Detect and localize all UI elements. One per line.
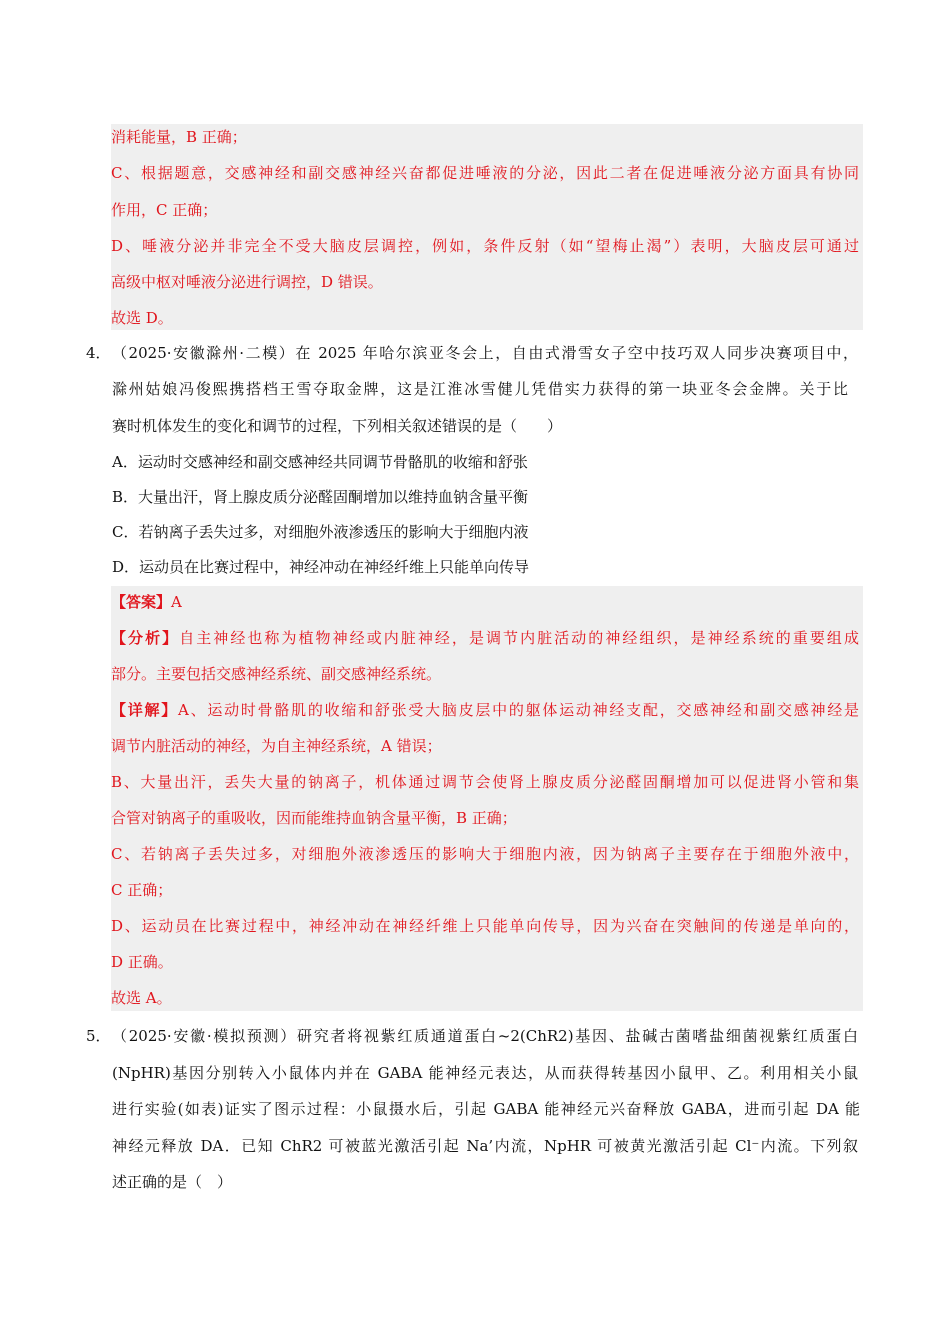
question-stem-line: （2025·安徽滁州·二模）在 2025 年哈尔滨亚冬会上，自由式滑雪女子空中技巧双人同步决赛项目中，	[112, 344, 858, 362]
explanation-line: 作用，C 正确；	[111, 201, 218, 219]
option-b: B．大量出汗，肾上腺皮质分泌醛固酮增加以维持血钠含量平衡	[112, 488, 529, 506]
detail-line: B、大量出汗，丢失大量的钠离子，机体通过调节会使肾上腺皮质分泌醛固酮增加可以促进肾小管和集	[111, 773, 859, 791]
answer-value: A	[171, 593, 182, 611]
detail-line: 【详解】A、运动时骨骼肌的收缩和舒张受大脑皮层中的躯体运动神经支配，交感神经和副交感神经是	[111, 701, 859, 719]
analysis-line: 【分析】自主神经也称为植物神经或内脏神经，是调节内脏活动的神经组织，是神经系统的重要组成	[111, 629, 859, 647]
option-c: C．若钠离子丢失过多，对细胞外液渗透压的影响大于细胞内液	[112, 523, 529, 541]
explanation-line: C、根据题意，交感神经和副交感神经兴奋都促进唾液的分泌，因此二者在促进唾液分泌方面具有协同	[111, 164, 859, 182]
detail-tag: 【详解】	[111, 701, 179, 719]
answer-line	[111, 592, 182, 612]
analysis-tag: 【分析】	[111, 629, 180, 647]
detail-line: 合管对钠离子的重吸收，因而能维持血钠含量平衡，B 正确；	[111, 809, 517, 827]
question-stem-line: 滁州姑娘冯俊熙携搭档王雪夺取金牌，这是江淮冰雪健儿凭借实力获得的第一块亚冬会金牌。关于比	[112, 380, 848, 398]
question-stem-line: 神经元释放 DA．已知 ChR2 可被蓝光激活引起 Na’内流，NpHR 可被黄光激活引起 Cl⁻内流。下列叙	[112, 1137, 858, 1155]
question-number: 5．	[86, 1027, 111, 1045]
question-stem-line: (NpHR)基因分别转入小鼠体内并在 GABA 能神经元表达，从而获得转基因小鼠甲、乙。利用相关小鼠	[112, 1064, 858, 1082]
question-stem-line: 赛时机体发生的变化和调节的过程，下列相关叙述错误的是（ ）	[112, 417, 563, 435]
option-a: A．运动时交感神经和副交感神经共同调节骨骼肌的收缩和舒张	[112, 453, 528, 471]
detail-line: C、若钠离子丢失过多，对细胞外液渗透压的影响大于细胞内液，因为钠离子主要存在于细胞外液中，	[111, 845, 859, 863]
answer-block-q3	[111, 124, 863, 330]
answer-tag: 【答案】	[111, 593, 172, 611]
explanation-line: 消耗能量，B 正确；	[111, 128, 247, 146]
explanation-line: 高级中枢对唾液分泌进行调控，D 错误。	[111, 273, 383, 291]
question-stem-line: （2025·安徽·模拟预测）研究者将视紫红质通道蛋白~2(ChR2)基因、盐碱古菌嗜盐细菌视紫红质蛋白	[112, 1027, 858, 1045]
detail-line: D 正确。	[111, 953, 173, 971]
detail-line: 调节内脏活动的神经，为自主神经系统，A 错误；	[111, 737, 442, 755]
explanation-line: 故选 D。	[111, 309, 173, 327]
detail-line: D、运动员在比赛过程中，神经冲动在神经纤维上只能单向传导，因为兴奋在突触间的传递是单向的，	[111, 917, 859, 935]
analysis-line: 部分。主要包括交感神经系统、副交感神经系统。	[111, 665, 442, 683]
question-number: 4．	[86, 344, 111, 362]
explanation-line: D、唾液分泌并非完全不受大脑皮层调控，例如，条件反射（如“望梅止渴”）表明，大脑皮层可通过	[111, 237, 859, 255]
answer-block-q4	[111, 586, 863, 1011]
option-d: D．运动员在比赛过程中，神经冲动在神经纤维上只能单向传导	[112, 558, 530, 576]
detail-line: C 正确；	[111, 881, 173, 899]
detail-line: 故选 A。	[111, 989, 172, 1007]
question-stem-line: 述正确的是（ ）	[112, 1173, 233, 1191]
question-stem-line: 进行实验(如表)证实了图示过程：小鼠摄水后，引起 GABA 能神经元兴奋释放 GABA，进而引起 DA 能	[112, 1100, 860, 1118]
